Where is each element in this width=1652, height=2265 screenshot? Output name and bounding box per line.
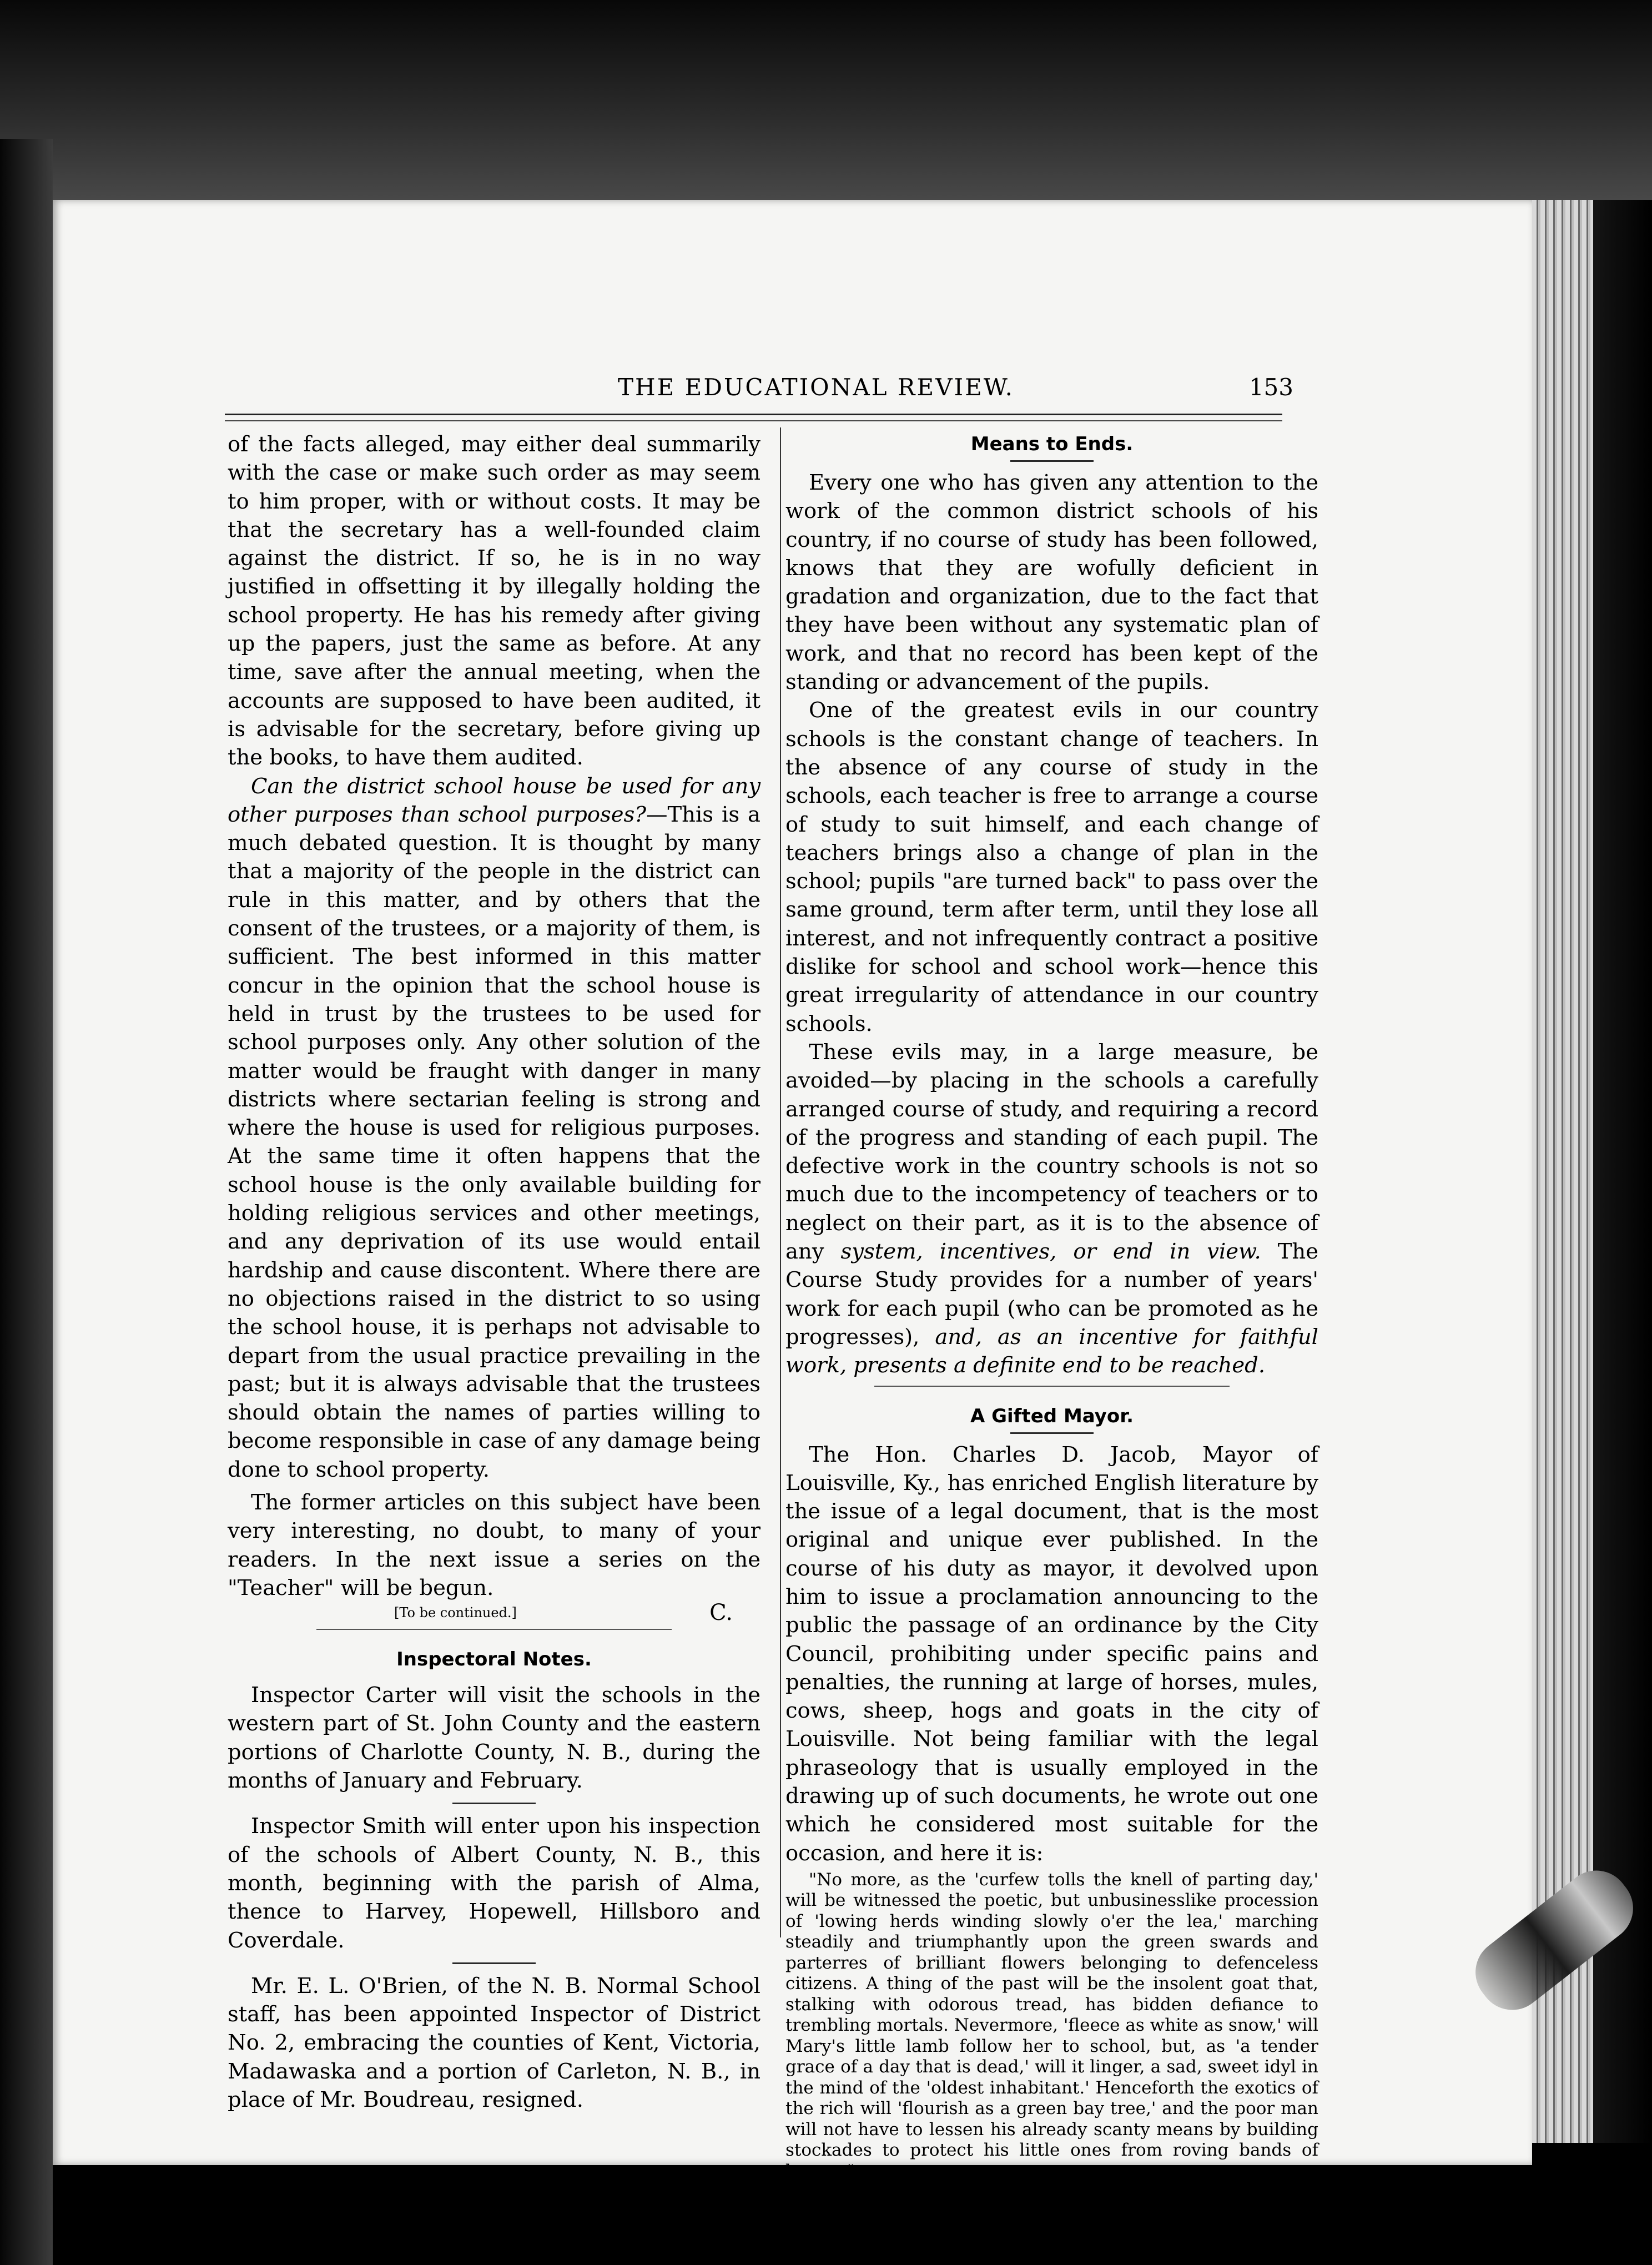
note-inspector-carter: Inspector Carter will visit the schools in the western part of St. John County and the eastern portions of Charlotte County, N. B., during the months of January and February.: [228, 1683, 760, 1794]
section-divider: [316, 1629, 672, 1630]
paragraph-evils-avoided: [785, 1038, 1318, 1380]
scan-background-top: [0, 0, 1652, 205]
paragraph-every-one: Every one who has given any attention to the work of the common district schools of his country, if no course of study has been followed, knows that they are wofully deficient in gradation and organization, due to the fact that they have been without any systematic plan of work, and that no record has been kept of the standing or advancement of the pupils.: [785, 470, 1318, 695]
right-column: [785, 430, 1318, 2215]
paragraph-school-house-use: [228, 772, 760, 1484]
note-inspector-smith: Inspector Smith will enter upon his inspection of the schools of Albert County, N. B., this month, beginning with the parish of Alma, thence to Harvey, Hopewell, Hillsboro and Coverdale.: [228, 1814, 760, 1953]
answer-text: —This is a much debated question. It is thought by many that a majority of the people in the district can rule in this matter, and by others that the consent of the trustees, or a majority of them, is sufficient. The best informed in this matter concur in the opinion that the school house is held in trust by the trustees to be used for school purposes only. Any other solution of the matter would be fraught with danger in many districts where sectarian feeling is strong and where the house is used for religious purposes. At the same time it often happens that the school house is the only available building for holding religious services and other meetings, and any deprivation of its use would entail hardship and cause discontent. Where there are no objections raised in the district to so using the school house, it is perhaps not advisable to depart from the usual practice prevailing in the past; but it is always advisable that the trustees should obtain the names of parties willing to become responsible in case of any damage being done to school property.: [228, 802, 761, 1482]
section-divider: [874, 1386, 1230, 1387]
question-text: Can the district school house be used for any other purposes than school purposes?: [228, 773, 760, 827]
emphasis-run: system, incentives, or end in view.: [840, 1239, 1261, 1265]
header-rule-thin: [225, 420, 1282, 421]
book-cover-right: [1593, 200, 1652, 2143]
continued-row: [228, 1600, 760, 1626]
quoted-proclamation: "No more, as the 'curfew tolls the knell of parting day,' will be witnessed the poetic, but unbusinesslike procession of 'lowing herds winding slowly o'er the lea,' marching steadily and triumphantly upon the green swards and parterres of brilliant flowers belonging to defenceless citizens. A thing of the past will be the insolent goat that, stalking with odorous tread, has bidden defiance to trembling mortals. Nevermore, 'fleece as white as snow,' will Mary's little lamb follow her to school, but, as 'a tender grace of a day that is dead,' will it linger, a sad, sweet idyl in the mind of the 'oldest inhabitant.' Henceforth the exotics of the rich will 'flourish as a green bay tree,' and the poor man will not have to lessen his already scanty means by building stockades to protect his little ones from roving bands of beasts.": [785, 1869, 1318, 2181]
text-run: These evils may, in a large measure, be avoided—by placing in the schools a carefully arranged course of study, and requiring a record of the progress and standing of each pupil. The defective work in the country schools is not so much due to the incompetency of teachers or to neglect on their part, as it is to the absence of any: [785, 1039, 1318, 1265]
author-signature: C.: [709, 1600, 733, 1626]
header-rule: [225, 414, 1282, 415]
title-underline: [1010, 460, 1094, 462]
note-divider: [452, 1803, 536, 1804]
paragraph-former-articles: The former articles on this subject have been very interesting, no doubt, to many of your readers. In the next issue a series on the "Teacher" will be begun.: [228, 1489, 760, 1600]
journal-title: THE EDUCATIONAL REVIEW.: [618, 374, 1014, 401]
page-number: 153: [1248, 374, 1293, 401]
text-run: The Course Study provides for a number of years' work for each pupil (who can be promoted as he progresses),: [785, 1239, 1318, 1350]
section-title-inspectoral-notes: Inspectoral Notes.: [396, 1648, 592, 1671]
book-spine-left: [0, 139, 53, 2265]
to-be-continued-note: [To be continued.]: [394, 1605, 517, 1621]
paragraph-greatest-evils: One of the greatest evils in our country schools is the constant change of teachers. In the absence of any course of study in the schools, each teacher is free to arrange a course of study to suit himself, and each change of teachers brings also a change of plan in the school; pupils "are turned back" to pass over the same ground, term after term, until they lose all interest, and not infrequently contract a positive dislike for school and school work—hence this great irregularity of attendance in our country schools.: [785, 698, 1318, 1036]
paragraph-we-doubt: We doubt whether there is to be found in the: [809, 2188, 1297, 2213]
title-underline: [1010, 1432, 1094, 1434]
column-divider: [780, 427, 781, 1937]
section-title-gifted-mayor: A Gifted Mayor.: [970, 1405, 1134, 1427]
page-edges: [1532, 200, 1593, 2143]
left-column: [228, 430, 760, 2114]
paragraph-facts-alleged: of the facts alleged, may either deal summarily with the case or make such order as may seem to him proper, with or without costs. It may be that the secretary has a well-founded claim against the district. If so, he is in no way justified in offsetting it by illegally holding the school property. He has his remedy after giving up the papers, just the same as before. At any time, save after the annual meeting, when the accounts are supposed to have been audited, it is advisable for the secretary, before giving up the books, to have them audited.: [228, 432, 760, 771]
note-divider: [452, 1962, 536, 1964]
section-title-means-to-ends: Means to Ends.: [970, 433, 1134, 455]
paragraph-mayor-jacob: The Hon. Charles D. Jacob, Mayor of Louisville, Ky., has enriched English literature by the issue of a legal document, that is the most original and unique ever published. In the course of his duty as mayor, it devolved upon him to issue a proclamation announcing to the public the passage of an ordinance by the City Council, prohibiting under specific pains and penalties, the running at large of horses, mules, cows, sheep, hogs and goats in the city of Louisville. Not being familiar with the legal phraseology that is usually employed in the drawing up of such documents, he wrote out one which he considered most suitable for the occasion, and here it is:: [785, 1442, 1318, 1866]
emphasis-run: and, as an incentive for faithful work, presents a definite end to be reached.: [785, 1324, 1318, 1378]
note-obrien-appointment: Mr. E. L. O'Brien, of the N. B. Normal School staff, has been appointed Inspector of District No. 2, embracing the counties of Kent, Victoria, Madawaska and a portion of Carleton, N. B., in place of Mr. Boudreau, resigned.: [228, 1973, 760, 2113]
